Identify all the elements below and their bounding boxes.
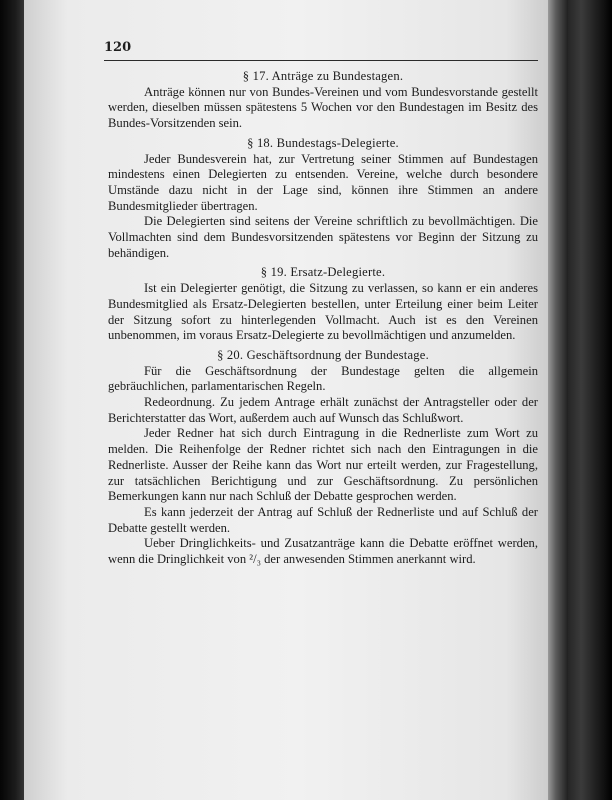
paragraph: Anträge können nur von Bundes-Vereinen und vom Bundesvorstande gestellt werden, dieselben müssen spätestens 5 Wochen vor den Bundestagen im Besitz des Bundes-Vorsitzenden sein. bbox=[108, 84, 538, 131]
paragraph: Redeordnung. Zu jedem Antrage erhält zunächst der Antragsteller oder der Berichterstatter das Wort, außerdem auch auf Wunsch das Schlußwort. bbox=[108, 395, 538, 425]
paragraph: Ist ein Delegierter genötigt, die Sitzung zu verlassen, so kann er ein anderes Bundesmitglied als Ersatz-Delegierten bestellen, unter Erteilung einer beim Leiter der Sitzung sofort zu hinterlegenden Vollmacht. Auch ist es den Vereinen unbenommen, im voraus Ersatz-Delegierte zu bevollmächtigen und anzumelden. bbox=[108, 281, 538, 343]
paragraph: Für die Geschäftsordnung der Bundestage gelten die allgemein gebräuchlichen, parlamentarischen Regeln. bbox=[108, 363, 538, 394]
page-gutter-shadow bbox=[548, 0, 568, 800]
page-body bbox=[108, 69, 538, 568]
adjacent-page-edge bbox=[568, 0, 612, 800]
book-spine-shadow bbox=[0, 0, 26, 800]
header-rule bbox=[104, 60, 538, 61]
section-heading: § 17. Anträge zu Bundestagen. bbox=[242, 69, 404, 83]
page-number: 120 bbox=[104, 40, 132, 55]
section-heading: § 19. Ersatz-Delegierte. bbox=[260, 265, 386, 280]
paragraph: Jeder Bundesverein hat, zur Vertretung seiner Stimmen auf Bundestagen mindestens einen Delegierten zu entsenden. Vereine, welche durch besondere Umstände dazu nicht in der Lage sind, können ihre Stimmen an andere Bundesmitglieder übertragen. bbox=[108, 151, 538, 213]
paragraph: Die Delegierten sind seitens der Vereine schriftlich zu bevollmächtigen. Die Vollmachten sind dem Bundesvorsitzenden spätestens vor Beginn der Sitzung zu behändigen. bbox=[108, 214, 538, 260]
section-heading: § 20. Geschäftsordnung der Bundestage. bbox=[217, 347, 429, 362]
paragraph: Es kann jederzeit der Antrag auf Schluß der Rednerliste und auf Schluß der Debatte gestellt werden. bbox=[108, 504, 538, 535]
section-heading: § 18. Bundestags-Delegierte. bbox=[247, 135, 399, 150]
paragraph: Ueber Dringlichkeits- und Zusatzanträge kann die Debatte eröffnet werden, wenn die Dringlichkeit von ²/₃ der anwesenden Stimmen anerkannt wird. bbox=[108, 536, 538, 567]
paragraph: Jeder Redner hat sich durch Eintragung in die Rednerliste zum Wort zu melden. Die Reihenfolge der Redner richtet sich nach den Eintragungen in die Rednerliste. Ausser der Reihe kann das Wort nur erteilt werden, zur Fragestellung, zur tatsächlichen Berichtigung und zur Geschäftsordnung. Zu persönlichen Bemerkungen kann nur nach Schluß der Debatte gesprochen werden. bbox=[108, 426, 538, 504]
book-page bbox=[24, 0, 572, 800]
